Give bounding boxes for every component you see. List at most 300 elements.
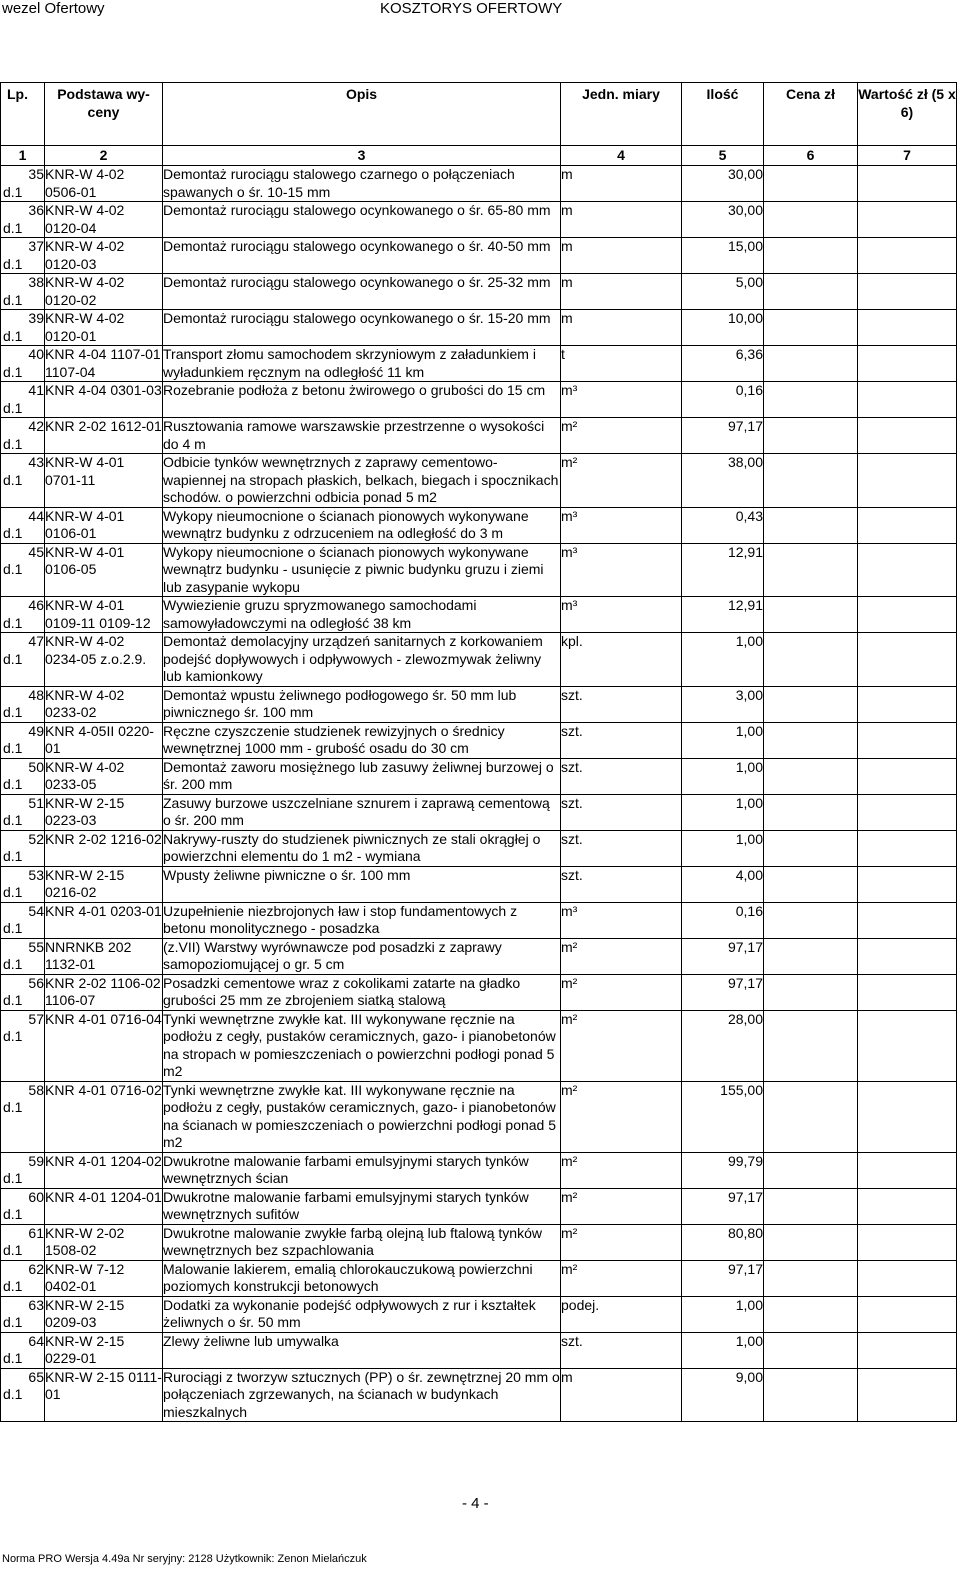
row-basis: KNR 4-05II 0220-01 bbox=[45, 722, 163, 758]
row-number: 47 bbox=[28, 633, 44, 649]
row-division: d.1 bbox=[3, 561, 23, 577]
row-price bbox=[764, 758, 858, 794]
row-unit: m² bbox=[561, 974, 682, 1010]
row-price bbox=[764, 543, 858, 597]
row-value bbox=[858, 1296, 957, 1332]
row-basis: KNR 4-01 0716-04 bbox=[45, 1010, 163, 1081]
table-row bbox=[1, 1188, 957, 1224]
row-number: 62 bbox=[28, 1260, 44, 1277]
row-price bbox=[764, 1296, 858, 1332]
row-quantity: 6,36 bbox=[682, 346, 764, 382]
row-basis: KNR-W 4-01 0106-01 bbox=[45, 507, 163, 543]
row-unit: m² bbox=[561, 454, 682, 508]
row-value bbox=[858, 346, 957, 382]
row-division: d.1 bbox=[3, 776, 23, 792]
row-number: 38 bbox=[28, 274, 44, 290]
row-unit: m³ bbox=[561, 597, 682, 633]
doc-header-left: wezel Ofertowy bbox=[2, 0, 105, 17]
row-division: d.1 bbox=[3, 1170, 23, 1186]
row-division: d.1 bbox=[3, 1278, 23, 1294]
row-number: 43 bbox=[28, 454, 44, 470]
row-basis: KNR-W 7-12 0402-01 bbox=[45, 1260, 163, 1296]
table-row bbox=[1, 454, 957, 508]
row-price bbox=[764, 1152, 858, 1188]
row-number: 53 bbox=[28, 866, 44, 883]
row-quantity: 1,00 bbox=[682, 758, 764, 794]
row-description: Demontaż rurociągu stalowego ocynkowanego o śr. 15-20 mm bbox=[163, 310, 561, 346]
row-unit: m bbox=[561, 166, 682, 202]
row-description: Wywiezienie gruzu spryzmowanego samochodami samowyładowczymi na odległość 38 km bbox=[163, 597, 561, 633]
row-quantity: 30,00 bbox=[682, 166, 764, 202]
row-unit: m bbox=[561, 238, 682, 274]
row-basis: KNR-W 4-02 0120-02 bbox=[45, 274, 163, 310]
row-division: d.1 bbox=[3, 525, 23, 541]
row-description: Dwukrotne malowanie zwykłe farbą olejną lub ftalową tynków wewnętrznych bez szpachlowania bbox=[163, 1224, 561, 1260]
row-division: d.1 bbox=[3, 1206, 23, 1222]
row-value bbox=[858, 1224, 957, 1260]
row-number: 56 bbox=[28, 974, 44, 991]
col-header-quantity: Ilość bbox=[682, 83, 764, 146]
table-body bbox=[1, 166, 957, 1422]
row-number: 65 bbox=[28, 1368, 44, 1385]
row-basis: KNR-W 2-02 1508-02 bbox=[45, 1224, 163, 1260]
row-description: Zlewy żeliwne lub umywalka bbox=[163, 1332, 561, 1368]
row-number: 63 bbox=[28, 1296, 44, 1313]
row-lp bbox=[1, 454, 45, 508]
row-lp bbox=[1, 1010, 45, 1081]
row-value bbox=[858, 543, 957, 597]
row-division: d.1 bbox=[3, 1242, 23, 1258]
row-division: d.1 bbox=[3, 327, 23, 344]
row-lp bbox=[1, 1081, 45, 1152]
row-number: 52 bbox=[28, 830, 44, 847]
row-value bbox=[858, 722, 957, 758]
row-price bbox=[764, 1010, 858, 1081]
row-unit: m bbox=[561, 1368, 682, 1422]
row-number: 44 bbox=[28, 507, 44, 524]
row-quantity: 38,00 bbox=[682, 454, 764, 508]
row-basis: KNR-W 4-01 0106-05 bbox=[45, 543, 163, 597]
row-lp bbox=[1, 1152, 45, 1188]
row-quantity: 15,00 bbox=[682, 238, 764, 274]
row-division: d.1 bbox=[3, 650, 23, 667]
row-unit: m bbox=[561, 274, 682, 310]
row-price bbox=[764, 346, 858, 382]
row-description: Tynki wewnętrzne zwykłe kat. III wykonywane ręcznie na podłożu z cegły, pustaków ceramicznych, gazo- i pianobetonów na stropach w pomieszczeniach o powierzchni podłogi ponad 5 m2 bbox=[163, 1010, 561, 1081]
row-division: d.1 bbox=[3, 219, 23, 236]
row-value bbox=[858, 382, 957, 418]
row-lp bbox=[1, 597, 45, 633]
row-basis: KNR 4-04 1107-01 1107-04 bbox=[45, 346, 161, 380]
row-description: Transport złomu samochodem skrzyniowym z załadunkiem i wyładunkiem ręcznym na odległość 11 km bbox=[163, 346, 561, 382]
row-price bbox=[764, 1332, 858, 1368]
row-division: d.1 bbox=[3, 956, 23, 972]
row-number: 51 bbox=[28, 794, 44, 811]
row-unit: m² bbox=[561, 1081, 682, 1152]
row-lp bbox=[1, 202, 45, 238]
row-basis: KNR 2-02 1216-02 bbox=[45, 830, 163, 866]
col-number: 7 bbox=[858, 146, 957, 166]
col-header-description: Opis bbox=[163, 83, 561, 146]
row-number: 49 bbox=[28, 722, 44, 739]
row-value bbox=[858, 274, 957, 310]
row-unit: szt. bbox=[561, 830, 682, 866]
row-unit: kpl. bbox=[561, 633, 682, 687]
row-unit: m² bbox=[561, 1010, 682, 1081]
row-lp bbox=[1, 1224, 45, 1260]
row-number: 58 bbox=[28, 1081, 44, 1098]
row-value bbox=[858, 310, 957, 346]
row-price bbox=[764, 310, 858, 346]
row-value bbox=[858, 686, 957, 722]
row-basis: KNR-W 4-02 0120-01 bbox=[45, 310, 163, 346]
row-unit: szt. bbox=[561, 866, 682, 902]
row-price bbox=[764, 166, 858, 202]
table-row bbox=[1, 1260, 957, 1296]
row-unit: szt. bbox=[561, 794, 682, 830]
row-basis: KNR-W 2-15 0209-03 bbox=[45, 1296, 163, 1332]
row-price bbox=[764, 902, 858, 938]
row-basis: KNR 2-02 1106-02 1106-07 bbox=[45, 974, 161, 1008]
row-unit: m³ bbox=[561, 382, 682, 418]
row-unit: m bbox=[561, 310, 682, 346]
table-row bbox=[1, 310, 957, 346]
row-basis: KNR-W 4-01 0109-11 0109-12 bbox=[45, 597, 163, 633]
row-number: 57 bbox=[28, 1010, 44, 1027]
row-division: d.1 bbox=[3, 255, 23, 272]
col-number: 6 bbox=[764, 146, 858, 166]
row-description: Odbicie tynków wewnętrznych z zaprawy cementowo-wapiennej na stropach płaskich, belkach, biegach i spocznikach schodów. o powierzchni odbicia ponad 5 m2 bbox=[163, 454, 561, 508]
table-row bbox=[1, 974, 957, 1010]
row-lp bbox=[1, 758, 45, 794]
row-lp bbox=[1, 1188, 45, 1224]
row-unit: szt. bbox=[561, 722, 682, 758]
row-division: d.1 bbox=[3, 183, 23, 200]
row-number: 35 bbox=[28, 166, 44, 182]
table-row bbox=[1, 238, 957, 274]
row-basis: KNR-W 4-02 0233-02 bbox=[45, 686, 163, 722]
row-number: 46 bbox=[28, 597, 44, 613]
cost-estimate-table bbox=[0, 82, 957, 1422]
row-basis: KNR-W 2-15 0223-03 bbox=[45, 794, 163, 830]
row-value bbox=[858, 1081, 957, 1152]
row-division: d.1 bbox=[3, 1099, 23, 1115]
table-row bbox=[1, 1332, 957, 1368]
row-price bbox=[764, 1224, 858, 1260]
table-row bbox=[1, 1368, 957, 1422]
row-price bbox=[764, 382, 858, 418]
row-value bbox=[858, 238, 957, 274]
row-price bbox=[764, 238, 858, 274]
row-lp bbox=[1, 1260, 45, 1296]
row-price bbox=[764, 597, 858, 633]
row-unit: t bbox=[561, 346, 682, 382]
row-description: Uzupełnienie niezbrojonych ław i stop fundamentowych z betonu monolitycznego - posadzka bbox=[163, 902, 561, 938]
row-basis: KNR 4-01 1204-02 bbox=[45, 1152, 163, 1188]
row-quantity: 10,00 bbox=[682, 310, 764, 346]
row-quantity: 12,91 bbox=[682, 543, 764, 597]
table-row bbox=[1, 830, 957, 866]
row-number: 61 bbox=[28, 1224, 44, 1241]
row-number: 54 bbox=[28, 902, 44, 919]
row-division: d.1 bbox=[3, 471, 23, 488]
row-unit: m² bbox=[561, 938, 682, 974]
row-quantity: 97,17 bbox=[682, 974, 764, 1010]
row-price bbox=[764, 1260, 858, 1296]
table-row bbox=[1, 866, 957, 902]
row-quantity: 1,00 bbox=[682, 633, 764, 687]
row-lp bbox=[1, 238, 45, 274]
row-price bbox=[764, 1188, 858, 1224]
row-quantity: 1,00 bbox=[682, 1296, 764, 1332]
row-basis: KNR-W 4-02 0233-05 bbox=[45, 758, 163, 794]
table-row bbox=[1, 166, 957, 202]
table-row bbox=[1, 543, 957, 597]
table-row bbox=[1, 794, 957, 830]
row-basis: NNRNKB 202 1132-01 bbox=[45, 938, 163, 974]
row-lp bbox=[1, 1368, 45, 1422]
row-basis: KNR 2-02 1612-01 bbox=[45, 418, 163, 454]
row-value bbox=[858, 454, 957, 508]
row-lp bbox=[1, 794, 45, 830]
row-number: 50 bbox=[28, 758, 44, 775]
row-quantity: 30,00 bbox=[682, 202, 764, 238]
row-value bbox=[858, 1152, 957, 1188]
row-lp bbox=[1, 938, 45, 974]
row-number: 60 bbox=[28, 1188, 44, 1205]
row-price bbox=[764, 830, 858, 866]
row-quantity: 97,17 bbox=[682, 1188, 764, 1224]
row-description: Demontaż rurociągu stalowego ocynkowanego o śr. 40-50 mm bbox=[163, 238, 561, 274]
row-quantity: 9,00 bbox=[682, 1368, 764, 1422]
table-row bbox=[1, 346, 957, 382]
row-lp bbox=[1, 722, 45, 758]
row-division: d.1 bbox=[3, 363, 23, 380]
row-description: Dodatki za wykonanie podejść odpływowych z rur i kształtek żeliwnych o śr. 50 mm bbox=[163, 1296, 561, 1332]
table-row bbox=[1, 202, 957, 238]
row-quantity: 97,17 bbox=[682, 1260, 764, 1296]
row-division: d.1 bbox=[3, 1350, 23, 1366]
row-description: Wykopy nieumocnione o ścianach pionowych wykonywane wewnątrz budynku z odrzuceniem na odległość do 3 m bbox=[163, 507, 561, 543]
row-quantity: 1,00 bbox=[682, 794, 764, 830]
row-value bbox=[858, 597, 957, 633]
row-value bbox=[858, 1332, 957, 1368]
table-row bbox=[1, 274, 957, 310]
row-value bbox=[858, 974, 957, 1010]
row-price bbox=[764, 1368, 858, 1422]
col-header-basis: Podstawa wy-ceny bbox=[45, 83, 163, 146]
row-price bbox=[764, 1081, 858, 1152]
row-lp bbox=[1, 830, 45, 866]
row-basis: KNR 4-01 0716-02 bbox=[45, 1081, 163, 1152]
doc-header-title: KOSZTORYS OFERTOWY bbox=[380, 0, 563, 17]
row-unit: szt. bbox=[561, 686, 682, 722]
row-description: Demontaż wpustu żeliwnego podłogowego śr. 50 mm lub piwnicznego śr. 100 mm bbox=[163, 686, 561, 722]
row-quantity: 0,43 bbox=[682, 507, 764, 543]
row-value bbox=[858, 202, 957, 238]
row-quantity: 1,00 bbox=[682, 1332, 764, 1368]
row-value bbox=[858, 1368, 957, 1422]
row-lp bbox=[1, 633, 45, 687]
row-division: d.1 bbox=[3, 884, 23, 900]
row-value bbox=[858, 830, 957, 866]
row-division: d.1 bbox=[3, 848, 23, 864]
row-price bbox=[764, 866, 858, 902]
row-description: Malowanie lakierem, emalią chlorokauczukową powierzchni poziomych konstrukcji betonowych bbox=[163, 1260, 561, 1296]
row-description: Wykopy nieumocnione o ścianach pionowych wykonywane wewnątrz budynku - usunięcie z piwnic budynku gruzu i ziemi lub zasypanie wykopu bbox=[163, 543, 561, 597]
row-value bbox=[858, 507, 957, 543]
row-quantity: 99,79 bbox=[682, 1152, 764, 1188]
row-unit: podej. bbox=[561, 1296, 682, 1332]
row-description: Demontaż rurociągu stalowego ocynkowanego o śr. 65-80 mm bbox=[163, 202, 561, 238]
row-value bbox=[858, 794, 957, 830]
row-price bbox=[764, 633, 858, 687]
col-number: 1 bbox=[1, 146, 45, 166]
row-price bbox=[764, 938, 858, 974]
row-quantity: 12,91 bbox=[682, 597, 764, 633]
table-row bbox=[1, 633, 957, 687]
row-price bbox=[764, 722, 858, 758]
row-number: 40 bbox=[28, 346, 44, 362]
row-division: d.1 bbox=[3, 614, 23, 631]
row-basis: KNR 4-01 0203-01 bbox=[45, 902, 163, 938]
col-number: 2 bbox=[45, 146, 163, 166]
row-division: d.1 bbox=[3, 1314, 23, 1330]
row-number: 41 bbox=[28, 382, 44, 398]
row-value bbox=[858, 1260, 957, 1296]
row-lp bbox=[1, 382, 45, 418]
column-numbers-row bbox=[1, 146, 957, 166]
row-description: Tynki wewnętrzne zwykłe kat. III wykonywane ręcznie na podłożu z cegły, pustaków ceramicznych, gazo- i pianobetonów na ścianach w pomieszczeniach o powierzchni podłogi ponad 5 m2 bbox=[163, 1081, 561, 1152]
row-price bbox=[764, 202, 858, 238]
row-lp bbox=[1, 274, 45, 310]
row-division: d.1 bbox=[3, 1028, 23, 1044]
row-value bbox=[858, 758, 957, 794]
row-price bbox=[764, 974, 858, 1010]
row-division: d.1 bbox=[3, 812, 23, 828]
row-description: Demontaż rurociągu stalowego czarnego o połączeniach spawanych o śr. 10-15 mm bbox=[163, 166, 561, 202]
table-row bbox=[1, 758, 957, 794]
row-lp bbox=[1, 1296, 45, 1332]
row-quantity: 4,00 bbox=[682, 866, 764, 902]
row-lp bbox=[1, 310, 45, 346]
table-row bbox=[1, 938, 957, 974]
row-lp bbox=[1, 166, 45, 202]
row-lp bbox=[1, 543, 45, 597]
table-row bbox=[1, 902, 957, 938]
col-header-unit: Jedn. miary bbox=[561, 83, 682, 146]
row-quantity: 1,00 bbox=[682, 722, 764, 758]
row-quantity: 97,17 bbox=[682, 938, 764, 974]
table-row bbox=[1, 1081, 957, 1152]
row-quantity: 28,00 bbox=[682, 1010, 764, 1081]
row-basis: KNR-W 4-02 0120-04 bbox=[45, 202, 163, 238]
row-price bbox=[764, 454, 858, 508]
row-value bbox=[858, 938, 957, 974]
row-number: 59 bbox=[28, 1152, 44, 1169]
row-unit: szt. bbox=[561, 758, 682, 794]
row-unit: szt. bbox=[561, 1332, 682, 1368]
table-row bbox=[1, 1296, 957, 1332]
row-value bbox=[858, 866, 957, 902]
row-description: (z.VII) Warstwy wyrównawcze pod posadzki z zaprawy samopoziomującej o gr. 5 cm bbox=[163, 938, 561, 974]
row-number: 42 bbox=[28, 418, 44, 434]
row-unit: m² bbox=[561, 1260, 682, 1296]
row-description: Wpusty żeliwne piwniczne o śr. 100 mm bbox=[163, 866, 561, 902]
row-lp bbox=[1, 418, 45, 454]
row-lp bbox=[1, 346, 45, 382]
row-quantity: 5,00 bbox=[682, 274, 764, 310]
row-number: 36 bbox=[28, 202, 44, 218]
row-basis: KNR-W 2-15 0229-01 bbox=[45, 1332, 163, 1368]
table-row bbox=[1, 418, 957, 454]
row-lp bbox=[1, 974, 45, 1010]
row-lp bbox=[1, 902, 45, 938]
row-lp bbox=[1, 507, 45, 543]
col-number: 5 bbox=[682, 146, 764, 166]
row-unit: m² bbox=[561, 418, 682, 454]
row-number: 64 bbox=[28, 1332, 44, 1349]
row-description: Zasuwy burzowe uszczelniane sznurem i zaprawą cementową o śr. 200 mm bbox=[163, 794, 561, 830]
row-division: d.1 bbox=[3, 1386, 23, 1402]
row-lp bbox=[1, 1332, 45, 1368]
row-value bbox=[858, 1188, 957, 1224]
row-basis: KNR 4-04 0301-03 bbox=[45, 382, 163, 418]
row-basis: KNR-W 4-02 0506-01 bbox=[45, 166, 163, 202]
row-basis: KNR-W 4-02 0234-05 z.o.2.9. bbox=[45, 633, 163, 687]
table-row bbox=[1, 1010, 957, 1081]
row-unit: m³ bbox=[561, 902, 682, 938]
row-quantity: 80,80 bbox=[682, 1224, 764, 1260]
row-description: Ręczne czyszczenie studzienek rewizyjnych o średnicy wewnętrznej 1000 mm - grubość osadu do 30 cm bbox=[163, 722, 561, 758]
col-number: 4 bbox=[561, 146, 682, 166]
table-row bbox=[1, 382, 957, 418]
table-row bbox=[1, 1152, 957, 1188]
table-row bbox=[1, 686, 957, 722]
col-header-lp: Lp. bbox=[1, 83, 45, 146]
table-row bbox=[1, 1224, 957, 1260]
row-description: Dwukrotne malowanie farbami emulsyjnymi starych tynków wewnętrznych sufitów bbox=[163, 1188, 561, 1224]
row-division: d.1 bbox=[3, 399, 23, 416]
row-price bbox=[764, 794, 858, 830]
table-row bbox=[1, 507, 957, 543]
row-division: d.1 bbox=[3, 920, 23, 936]
row-description: Nakrywy-ruszty do studzienek piwnicznych ze stali okrągłej o powierzchni elementu do 1 m2 - wymiana bbox=[163, 830, 561, 866]
row-basis: KNR-W 2-15 0111-01 bbox=[45, 1368, 163, 1422]
row-number: 37 bbox=[28, 238, 44, 254]
row-quantity: 0,16 bbox=[682, 902, 764, 938]
software-footer: Norma PRO Wersja 4.49a Nr seryjny: 2128 Użytkownik: Zenon Mielańczuk bbox=[2, 1553, 367, 1565]
row-unit: m bbox=[561, 202, 682, 238]
row-description: Posadzki cementowe wraz z cokolikami zatarte na gładko grubości 25 mm ze zbrojeniem siatką stalową bbox=[163, 974, 561, 1010]
row-unit: m³ bbox=[561, 507, 682, 543]
row-description: Rusztowania ramowe warszawskie przestrzenne o wysokości do 4 m bbox=[163, 418, 561, 454]
table-row bbox=[1, 722, 957, 758]
page-number: - 4 - bbox=[462, 1495, 489, 1512]
row-description: Rozebranie podłoża z betonu żwirowego o grubości do 15 cm bbox=[163, 382, 561, 418]
row-description: Dwukrotne malowanie farbami emulsyjnymi starych tynków wewnętrznych ścian bbox=[163, 1152, 561, 1188]
col-number: 3 bbox=[163, 146, 561, 166]
row-description: Demontaż demolacyjny urządzeń sanitarnych z korkowaniem podejść dopływowych i odpływowych - zlewozmywak żeliwny lub kamionkowy bbox=[163, 633, 561, 687]
row-unit: m² bbox=[561, 1152, 682, 1188]
row-price bbox=[764, 274, 858, 310]
col-header-price: Cena zł bbox=[764, 83, 858, 146]
row-basis: KNR-W 4-02 0120-03 bbox=[45, 238, 163, 274]
row-unit: m² bbox=[561, 1188, 682, 1224]
row-division: d.1 bbox=[3, 435, 23, 452]
row-unit: m² bbox=[561, 1224, 682, 1260]
row-division: d.1 bbox=[3, 992, 23, 1008]
